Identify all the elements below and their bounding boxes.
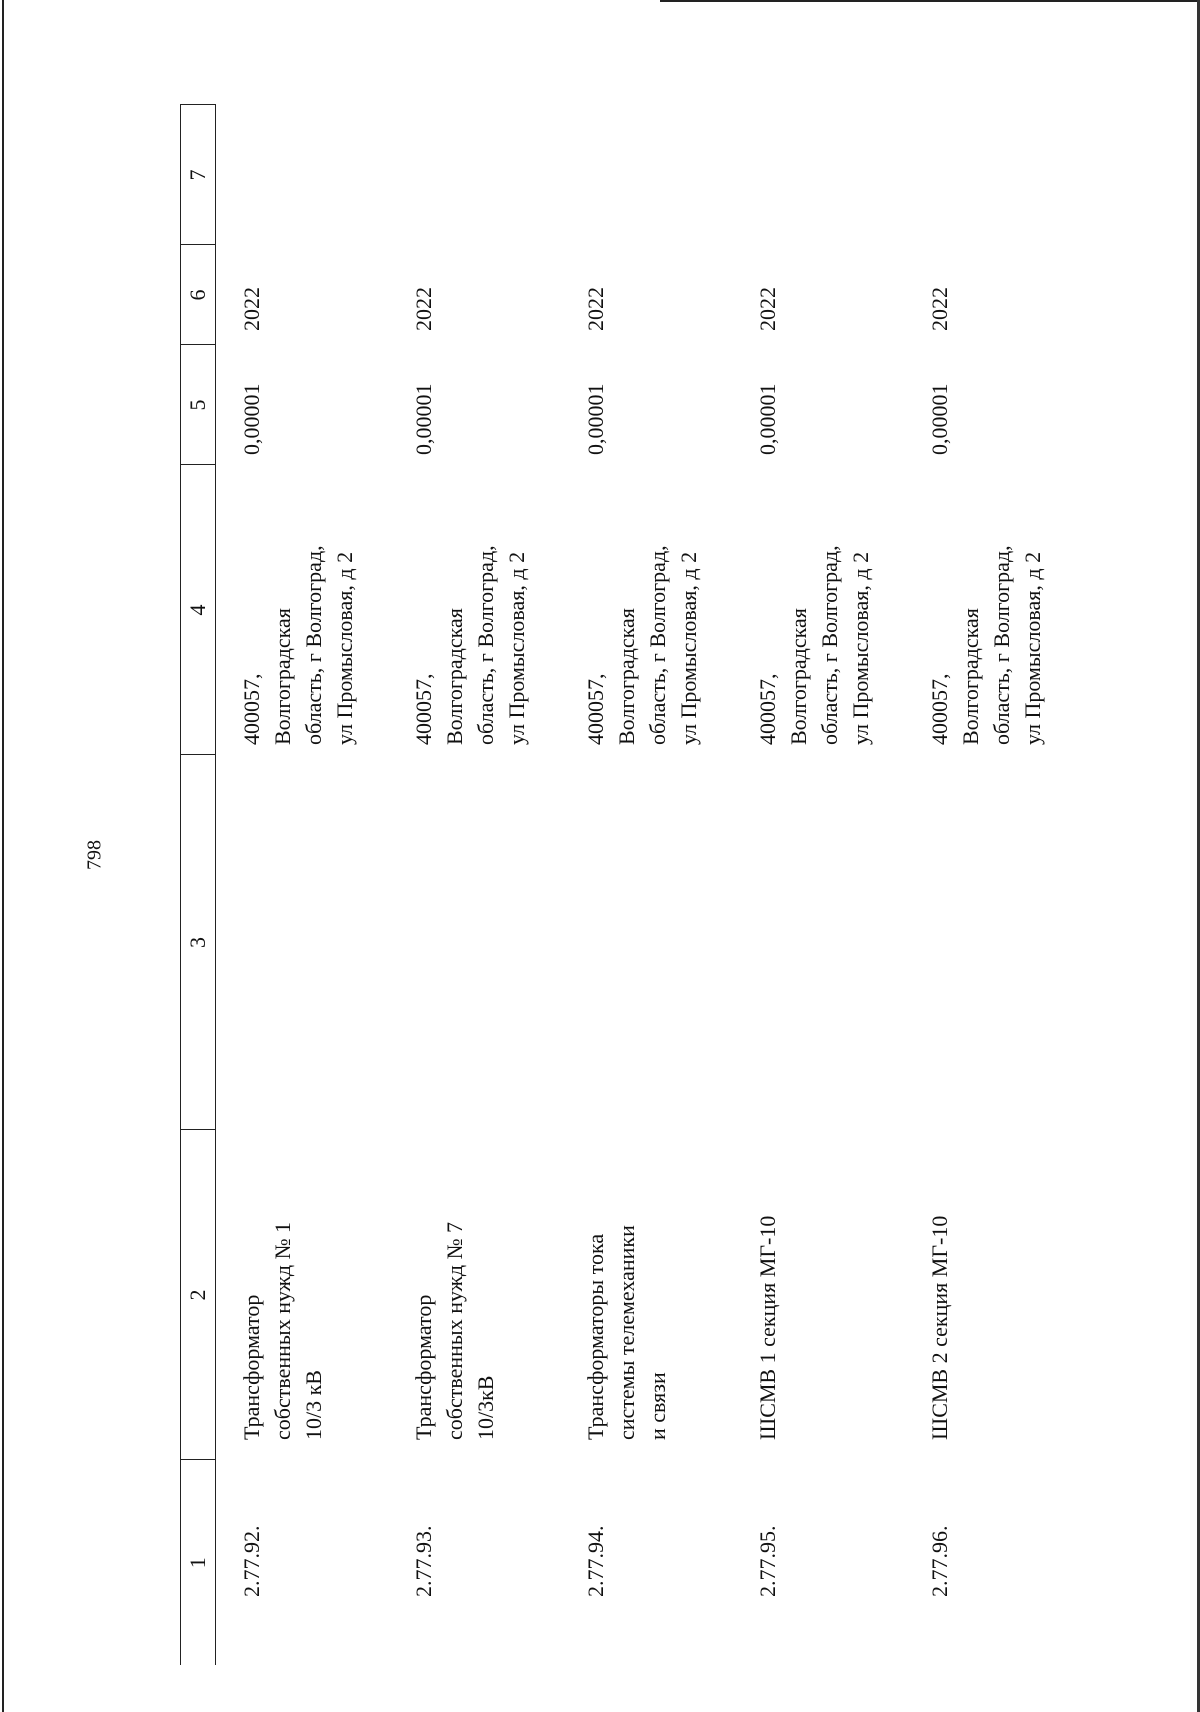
object-name-line: собственных нужд № 7 [442, 1221, 467, 1440]
column-header-7: 7 [181, 105, 216, 245]
column-7-cell [904, 105, 1076, 245]
address-line: Волгоградская [442, 608, 467, 745]
address-line: 400057, [755, 673, 780, 745]
year-cell: 2022 [927, 287, 952, 331]
column-header-5: 5 [181, 345, 216, 465]
column-7-cell [388, 105, 560, 245]
object-name [732, 1130, 904, 1460]
column-header-6: 6 [181, 245, 216, 345]
registry-table-container [180, 105, 1200, 1665]
address-line: ул Промысловая, д 2 [848, 551, 873, 745]
object-name [560, 1130, 732, 1460]
address-line: область, г Волгоград, [645, 545, 670, 745]
object-name-line: ШСМВ 1 секция МГ-10 [755, 1215, 780, 1440]
object-name-line: 10/3 кВ [301, 1370, 326, 1440]
year-cell: 2022 [583, 287, 608, 331]
address-line: 400057, [927, 673, 952, 745]
value-cell: 0,00001 [239, 383, 264, 455]
column-3-cell [216, 755, 389, 1130]
address [216, 465, 389, 755]
object-name-line: 10/3кВ [473, 1375, 498, 1440]
row-number: 2.77.93. [411, 1525, 436, 1597]
object-name [216, 1130, 389, 1460]
row-number: 2.77.95. [755, 1525, 780, 1597]
table-row [216, 105, 389, 1665]
address-line: ул Промысловая, д 2 [332, 551, 357, 745]
table-header-row [181, 105, 216, 1665]
address-line: Волгоградская [786, 608, 811, 745]
object-name-line: Трансформаторы тока [583, 1233, 608, 1440]
column-header-1: 1 [181, 1460, 216, 1665]
scan-edge-left [2, 0, 4, 1712]
address [732, 465, 904, 755]
address-line: 400057, [239, 673, 264, 745]
address-line: Волгоградская [270, 608, 295, 745]
object-name-line: собственных нужд № 1 [270, 1221, 295, 1440]
address-line: область, г Волгоград, [817, 545, 842, 745]
object-name [388, 1130, 560, 1460]
column-7-cell [560, 105, 732, 245]
row-number: 2.77.92. [239, 1525, 264, 1597]
address [388, 465, 560, 755]
value-cell: 0,00001 [583, 383, 608, 455]
address-line: 400057, [583, 673, 608, 745]
address-line: Волгоградская [614, 608, 639, 745]
column-3-cell [560, 755, 732, 1130]
table-row [388, 105, 560, 1665]
value-cell: 0,00001 [411, 383, 436, 455]
table-row [904, 105, 1076, 1665]
object-name-line: системы телемеханики [614, 1225, 639, 1440]
row-number: 2.77.94. [583, 1525, 608, 1597]
year-cell: 2022 [239, 287, 264, 331]
page-number: 798 [83, 840, 106, 870]
address-line: ул Промысловая, д 2 [1020, 551, 1045, 745]
address-line: область, г Волгоград, [473, 545, 498, 745]
registry-table [180, 105, 1076, 1666]
address-line: 400057, [411, 673, 436, 745]
object-name-line: ШСМВ 2 секция МГ-10 [927, 1215, 952, 1440]
object-name-line: Трансформатор [239, 1294, 264, 1440]
year-cell: 2022 [755, 287, 780, 331]
column-3-cell [904, 755, 1076, 1130]
object-name [904, 1130, 1076, 1460]
address-line: Волгоградская [958, 608, 983, 745]
value-cell: 0,00001 [927, 383, 952, 455]
column-7-cell [216, 105, 389, 245]
address-line: область, г Волгоград, [989, 545, 1014, 745]
column-3-cell [732, 755, 904, 1130]
table-row [732, 105, 904, 1665]
column-header-2: 2 [181, 1130, 216, 1460]
address-line: область, г Волгоград, [301, 545, 326, 745]
address [560, 465, 732, 755]
column-3-cell [388, 755, 560, 1130]
year-cell: 2022 [411, 287, 436, 331]
address-line: ул Промысловая, д 2 [676, 551, 701, 745]
row-number: 2.77.96. [927, 1525, 952, 1597]
table-row [560, 105, 732, 1665]
object-name-line: и связи [645, 1372, 670, 1440]
column-7-cell [732, 105, 904, 245]
address-line: ул Промысловая, д 2 [504, 551, 529, 745]
object-name-line: Трансформатор [411, 1294, 436, 1440]
column-header-3: 3 [181, 755, 216, 1130]
value-cell: 0,00001 [755, 383, 780, 455]
column-header-4: 4 [181, 465, 216, 755]
address [904, 465, 1076, 755]
scan-edge-top [660, 0, 1200, 2]
